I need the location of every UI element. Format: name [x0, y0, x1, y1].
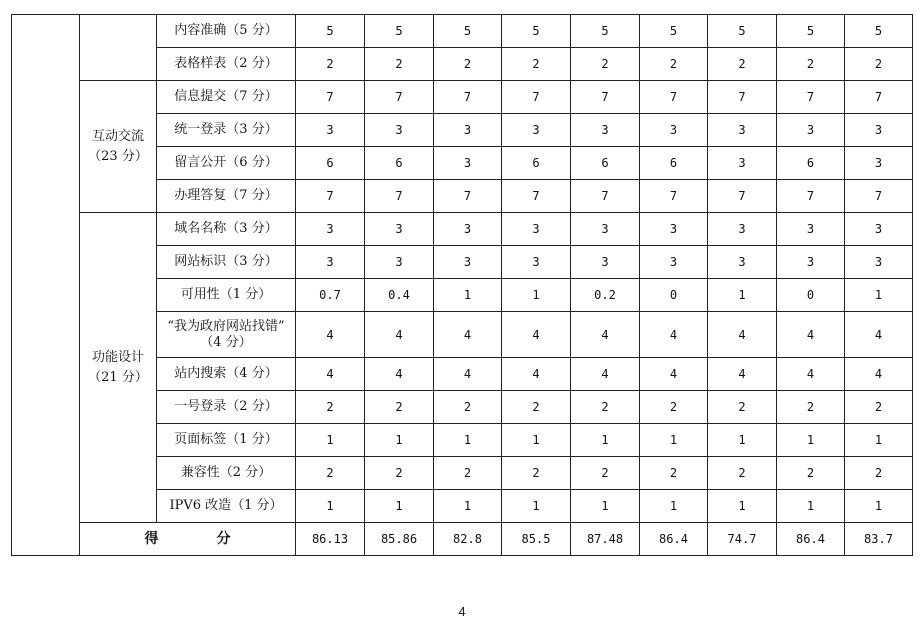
score-cell: 5: [296, 15, 365, 48]
score-cell: 2: [845, 48, 913, 81]
score-cell: 1: [708, 279, 777, 312]
score-cell: 5: [571, 15, 640, 48]
score-cell: 3: [708, 213, 777, 246]
score-cell: 7: [502, 81, 571, 114]
page-number: 4: [458, 604, 466, 619]
score-cell: 7: [296, 180, 365, 213]
score-cell: 7: [640, 81, 708, 114]
score-cell: 1: [296, 490, 365, 523]
total-score-cell: 83.7: [845, 523, 913, 556]
score-cell: 3: [502, 114, 571, 147]
score-cell: 2: [845, 457, 913, 490]
score-cell: 6: [296, 147, 365, 180]
score-cell: 2: [296, 48, 365, 81]
score-cell: 7: [365, 81, 434, 114]
item-label: 内容准确（5 分）: [157, 15, 296, 48]
score-cell: 5: [708, 15, 777, 48]
total-score-cell: 85.5: [502, 523, 571, 556]
total-label: [80, 523, 296, 556]
score-cell: 7: [502, 180, 571, 213]
score-cell: 3: [502, 246, 571, 279]
score-cell: 1: [640, 490, 708, 523]
item-label: 一号登录（2 分）: [157, 391, 296, 424]
item-label: 留言公开（6 分）: [157, 147, 296, 180]
score-cell: 1: [571, 424, 640, 457]
score-cell: 4: [502, 358, 571, 391]
item-label: “我为政府网站找错” （4 分）: [157, 312, 296, 358]
item-label: 网站标识（3 分）: [157, 246, 296, 279]
score-cell: 7: [571, 81, 640, 114]
score-cell: 2: [502, 457, 571, 490]
score-cell: 4: [708, 358, 777, 391]
score-cell: 5: [845, 15, 913, 48]
score-cell: 4: [365, 312, 434, 358]
score-cell: 1: [708, 424, 777, 457]
item-label: 表格样表（2 分）: [157, 48, 296, 81]
score-cell: 5: [365, 15, 434, 48]
score-cell: 3: [640, 213, 708, 246]
item-label: 统一登录（3 分）: [157, 114, 296, 147]
score-cell: 3: [365, 213, 434, 246]
score-cell: 1: [502, 490, 571, 523]
group-cell: [80, 213, 157, 523]
item-label: 兼容性（2 分）: [157, 457, 296, 490]
score-cell: 0.7: [296, 279, 365, 312]
score-cell: 1: [640, 424, 708, 457]
score-cell: 3: [571, 246, 640, 279]
score-cell: 2: [640, 48, 708, 81]
score-cell: 4: [296, 358, 365, 391]
score-cell: 2: [502, 391, 571, 424]
score-cell: 4: [640, 312, 708, 358]
score-cell: 5: [640, 15, 708, 48]
group-cell: [80, 81, 157, 213]
score-cell: 1: [365, 490, 434, 523]
score-cell: 2: [571, 457, 640, 490]
score-cell: 3: [434, 147, 502, 180]
score-cell: 4: [777, 312, 845, 358]
score-cell: 0: [777, 279, 845, 312]
score-cell: 3: [502, 213, 571, 246]
score-cell: 6: [365, 147, 434, 180]
score-cell: 3: [365, 114, 434, 147]
total-score-cell: 86.13: [296, 523, 365, 556]
score-cell: 1: [434, 279, 502, 312]
score-cell: 2: [777, 48, 845, 81]
score-cell: 1: [845, 424, 913, 457]
group-cell: [80, 15, 157, 81]
score-cell: 1: [365, 424, 434, 457]
score-cell: 4: [365, 358, 434, 391]
score-cell: 2: [296, 391, 365, 424]
item-label: 页面标签（1 分）: [157, 424, 296, 457]
score-cell: 3: [571, 114, 640, 147]
total-score-cell: 85.86: [365, 523, 434, 556]
score-cell: 2: [640, 391, 708, 424]
score-cell: 7: [434, 180, 502, 213]
item-label: 信息提交（7 分）: [157, 81, 296, 114]
score-cell: 7: [640, 180, 708, 213]
score-cell: 3: [434, 213, 502, 246]
score-cell: 4: [296, 312, 365, 358]
total-label-right: 分: [216, 531, 231, 547]
score-cell: 4: [434, 358, 502, 391]
score-cell: 7: [845, 180, 913, 213]
table-row: [12, 213, 913, 246]
score-cell: 2: [365, 48, 434, 81]
item-label: 站内搜索（4 分）: [157, 358, 296, 391]
score-cell: 6: [777, 147, 845, 180]
score-cell: 3: [296, 246, 365, 279]
score-cell: 7: [434, 81, 502, 114]
score-cell: 1: [845, 279, 913, 312]
score-cell: 2: [434, 457, 502, 490]
score-cell: 1: [502, 279, 571, 312]
total-score-cell: 87.48: [571, 523, 640, 556]
item-label: IPV6 改造（1 分）: [157, 490, 296, 523]
score-cell: 1: [708, 490, 777, 523]
score-cell: 3: [434, 114, 502, 147]
score-cell: 0.4: [365, 279, 434, 312]
score-cell: 7: [708, 81, 777, 114]
total-label-left: 得: [144, 531, 159, 547]
score-cell: 3: [845, 114, 913, 147]
score-cell: 1: [777, 424, 845, 457]
score-cell: 2: [640, 457, 708, 490]
score-cell: 4: [845, 312, 913, 358]
score-cell: 1: [571, 490, 640, 523]
score-cell: 6: [502, 147, 571, 180]
score-cell: 1: [777, 490, 845, 523]
score-cell: 3: [845, 213, 913, 246]
score-cell: 2: [708, 457, 777, 490]
score-cell: 3: [845, 147, 913, 180]
score-cell: 1: [296, 424, 365, 457]
score-cell: 2: [434, 48, 502, 81]
score-cell: 7: [845, 81, 913, 114]
score-cell: 2: [434, 391, 502, 424]
score-cell: 6: [571, 147, 640, 180]
score-cell: 4: [571, 358, 640, 391]
score-cell: 3: [640, 246, 708, 279]
score-cell: 3: [571, 213, 640, 246]
total-score-cell: 86.4: [777, 523, 845, 556]
score-cell: 1: [502, 424, 571, 457]
score-cell: 3: [708, 147, 777, 180]
score-cell: 4: [708, 312, 777, 358]
score-cell: 3: [434, 246, 502, 279]
score-cell: 2: [777, 391, 845, 424]
score-cell: 0.2: [571, 279, 640, 312]
score-cell: 3: [777, 114, 845, 147]
score-cell: 3: [640, 114, 708, 147]
score-cell: 3: [777, 246, 845, 279]
total-row: [12, 523, 913, 556]
item-label: 域名名称（3 分）: [157, 213, 296, 246]
score-cell: 1: [845, 490, 913, 523]
score-cell: 2: [502, 48, 571, 81]
score-cell: 3: [296, 213, 365, 246]
score-cell: 5: [434, 15, 502, 48]
score-cell: 3: [365, 246, 434, 279]
score-cell: 3: [296, 114, 365, 147]
item-label: 办理答复（7 分）: [157, 180, 296, 213]
score-cell: 2: [296, 457, 365, 490]
score-cell: 6: [640, 147, 708, 180]
score-table: [11, 14, 913, 556]
score-cell: 2: [365, 391, 434, 424]
score-cell: 2: [708, 48, 777, 81]
group-label: 功能设计 （21 分）: [88, 349, 148, 385]
score-cell: 2: [777, 457, 845, 490]
item-label: 可用性（1 分）: [157, 279, 296, 312]
category-column-cell: [12, 15, 80, 556]
score-cell: 1: [434, 424, 502, 457]
score-cell: 7: [296, 81, 365, 114]
score-cell: 7: [777, 180, 845, 213]
score-cell: 7: [365, 180, 434, 213]
score-cell: 3: [708, 114, 777, 147]
score-cell: 2: [845, 391, 913, 424]
score-cell: 7: [708, 180, 777, 213]
total-score-cell: 86.4: [640, 523, 708, 556]
score-cell: 5: [777, 15, 845, 48]
score-cell: 4: [502, 312, 571, 358]
score-cell: 3: [777, 213, 845, 246]
score-cell: 4: [434, 312, 502, 358]
score-cell: 4: [845, 358, 913, 391]
table-row: [12, 15, 913, 48]
score-cell: 2: [571, 391, 640, 424]
score-cell: 3: [708, 246, 777, 279]
score-cell: 4: [571, 312, 640, 358]
table-row: [12, 81, 913, 114]
score-cell: 0: [640, 279, 708, 312]
score-cell: 4: [640, 358, 708, 391]
score-cell: 5: [502, 15, 571, 48]
score-cell: 2: [365, 457, 434, 490]
score-cell: 7: [777, 81, 845, 114]
score-cell: 3: [845, 246, 913, 279]
score-cell: 7: [571, 180, 640, 213]
total-score-cell: 82.8: [434, 523, 502, 556]
score-cell: 1: [434, 490, 502, 523]
score-cell: 2: [708, 391, 777, 424]
total-score-cell: 74.7: [708, 523, 777, 556]
group-label: 互动交流 （23 分）: [88, 128, 148, 164]
score-cell: 2: [571, 48, 640, 81]
score-cell: 4: [777, 358, 845, 391]
